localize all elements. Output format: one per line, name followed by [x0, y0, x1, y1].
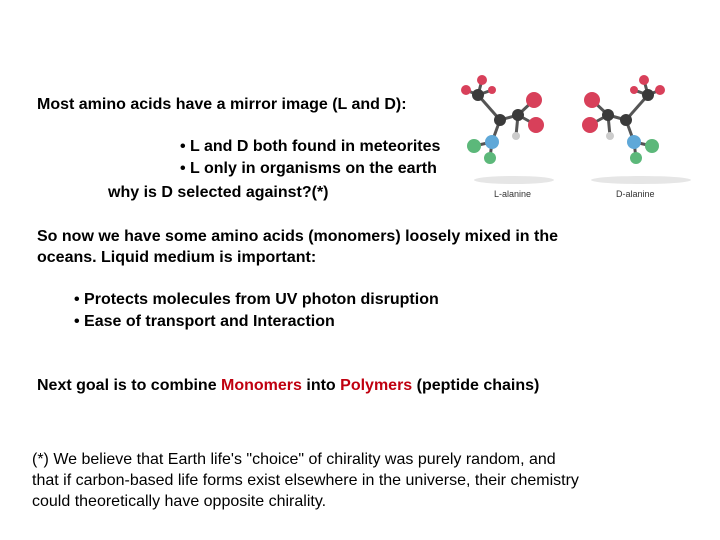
d-alanine-label: D-alanine	[616, 189, 655, 199]
footnote-line-2: that if carbon-based life forms exist elsewhere in the universe, their chemistry	[32, 472, 579, 489]
atom-nitrogen	[485, 135, 499, 149]
atom-hydrogen	[467, 139, 481, 153]
atom-carbon	[494, 114, 506, 126]
atom-carbon	[602, 109, 614, 121]
oceans-line-2: oceans. Liquid medium is important:	[37, 249, 317, 266]
alanine-molecules-image	[456, 70, 696, 204]
atom-carbon	[472, 89, 484, 101]
alanine-enantiomers-figure	[456, 70, 696, 204]
atom-hydrogen-small	[606, 132, 614, 140]
atom-oxygen	[584, 92, 600, 108]
shadow-right	[591, 176, 691, 184]
atom-carbon	[642, 89, 654, 101]
goal-polymers: Polymers	[340, 377, 413, 394]
footnote-line-1: (*) We believe that Earth life's "choice" of chirality was purely random, and	[32, 451, 556, 468]
l-alanine-label: L-alanine	[494, 189, 532, 199]
atom-oxygen	[526, 92, 542, 108]
intro-bullet-earth: • L only in organisms on the earth	[180, 160, 437, 177]
intro-bullet-meteorites: • L and D both found in meteorites	[180, 138, 441, 155]
chirality-footnote	[32, 449, 672, 512]
atom-nitrogen	[627, 135, 641, 149]
atom-oxygen	[528, 117, 544, 133]
oceans-bullet-transport: • Ease of transport and Interaction	[74, 313, 335, 330]
atom-hydrogen	[484, 152, 496, 164]
atom-oxygen	[655, 85, 665, 95]
atom-oxygen	[630, 86, 638, 94]
goal-middle: into	[301, 377, 341, 394]
intro-question: why is D selected against?(*)	[108, 184, 329, 201]
atom-carbon	[620, 114, 632, 126]
goal-suffix: (peptide chains)	[412, 377, 540, 394]
atom-oxygen	[461, 85, 471, 95]
atom-oxygen	[582, 117, 598, 133]
atom-hydrogen	[630, 152, 642, 164]
goal-monomers: Monomers	[221, 377, 302, 394]
goal-statement	[37, 376, 539, 396]
atom-oxygen	[488, 86, 496, 94]
intro-heading: Most amino acids have a mirror image (L and D):	[37, 96, 407, 113]
atom-carbon	[512, 109, 524, 121]
atom-hydrogen	[645, 139, 659, 153]
oceans-bullet-uv: • Protects molecules from UV photon disruption	[74, 291, 439, 308]
footnote-line-3: could theoretically have opposite chirality.	[32, 493, 327, 510]
shadow-left	[474, 176, 554, 184]
goal-prefix: Next goal is to combine	[37, 377, 222, 394]
oceans-line-1: So now we have some amino acids (monomers) loosely mixed in the	[37, 228, 559, 245]
atom-hydrogen-small	[512, 132, 520, 140]
atom-oxygen	[477, 75, 487, 85]
atom-oxygen	[639, 75, 649, 85]
